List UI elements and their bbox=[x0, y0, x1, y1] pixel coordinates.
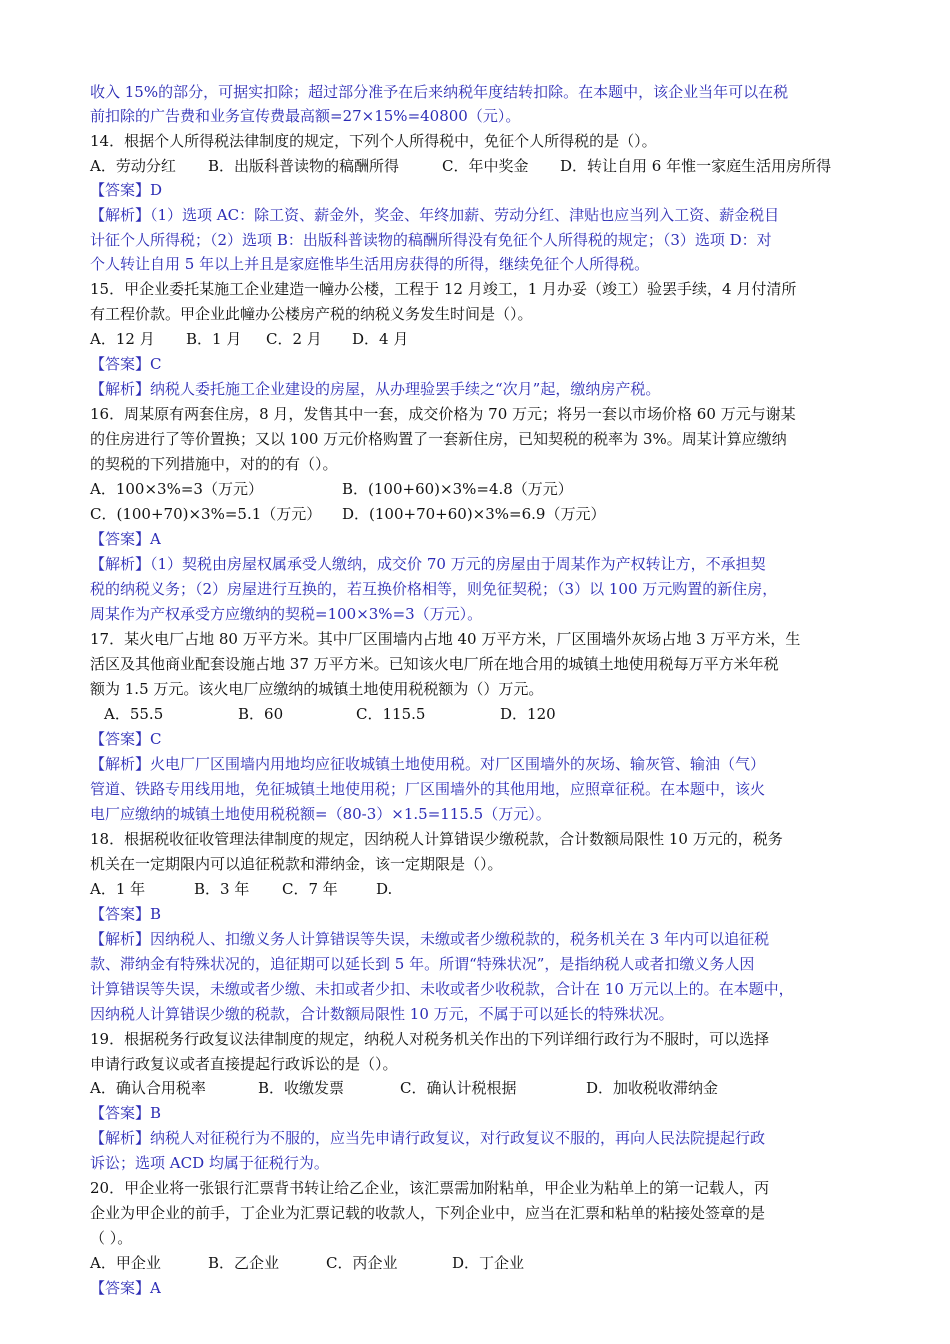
analysis-line: 收入 15%的部分，可据实扣除；超过部分准予在后来纳税年度结转扣除。在本题中，该企业当年可以在税 bbox=[90, 83, 789, 101]
option-d: D．丁企业 bbox=[452, 1254, 525, 1272]
answer-line: 【答案】A bbox=[90, 1279, 161, 1297]
question-stem: 企业为甲企业的前手，丁企业为汇票记载的收款人，下列企业中，应当在汇票和粘单的粘接处签章的是 bbox=[90, 1204, 766, 1222]
analysis-line: 计征个人所得税；（2）选项 B：出版科普读物的稿酬所得没有免征个人所得税的规定；（3）选项 D：对 bbox=[90, 231, 772, 249]
analysis-line: 税的纳税义务；（2）房屋进行互换的，若互换价格相等，则免征契税；（3）以 100 万元购置的新住房， bbox=[90, 580, 778, 598]
option-b: B．1 月 bbox=[186, 330, 242, 348]
option-d: D．(100+70+60)×3%=6.9（万元） bbox=[342, 505, 606, 523]
question-stem: 15．甲企业委托某施工企业建造一幢办公楼，工程于 12 月竣工，1 月办妥（竣工）验罢手续，4 月付清所 bbox=[90, 280, 797, 298]
option-a: A．100×3%=3（万元） bbox=[90, 480, 263, 498]
question-stem: 申请行政复议或者直接提起行政诉讼的是（）。 bbox=[90, 1055, 398, 1073]
option-c: C．(100+70)×3%=5.1（万元） bbox=[90, 505, 322, 523]
analysis-line: 个人转让自用 5 年以上并且是家庭惟毕生活用房获得的所得，继续免征个人所得税。 bbox=[90, 255, 650, 273]
question-stem: 额为 1.5 万元。该火电厂应缴纳的城镇土地使用税税额为（）万元。 bbox=[90, 680, 544, 698]
answer-line: 【答案】D bbox=[90, 181, 163, 199]
analysis-line: 电厂应缴纳的城镇土地使用税税额=（80-3）×1.5=115.5（万元）。 bbox=[90, 805, 551, 823]
question-stem: 活区及其他商业配套设施占地 37 万平方米。已知该火电厂所在地合用的城镇土地使用税每万平方米年税 bbox=[90, 655, 779, 673]
analysis-line: 因纳税人计算错误少缴的税款，合计数额局限性 10 万元，不属于可以延长的特殊状况。 bbox=[90, 1005, 674, 1023]
question-stem: 机关在一定期限内可以追征税款和滞纳金，该一定期限是（）。 bbox=[90, 855, 503, 873]
analysis-line: 款、滞纳金有特殊状况的，追征期可以延长到 5 年。所谓“特殊状况”，是指纳税人或者扣缴义务人因 bbox=[90, 955, 755, 973]
analysis-line: 【解析】（1）契税由房屋权属承受人缴纳，成交价 70 万元的房屋由于周某作为产权转让方，不承担契 bbox=[90, 555, 766, 573]
question-stem: （ ）。 bbox=[90, 1229, 133, 1247]
question-stem: 17．某火电厂占地 80 万平方米。其中厂区围墙内占地 40 万平方米，厂区围墙外灰场占地 3 万平方米，生 bbox=[90, 630, 801, 648]
question-stem: 18．根据税收征收管理法律制度的规定，因纳税人计算错误少缴税款，合计数额局限性 10 万元的，税务 bbox=[90, 830, 783, 848]
option-d: D．120 bbox=[500, 705, 556, 723]
option-d: D. bbox=[376, 880, 393, 898]
option-d: D．加收税收滞纳金 bbox=[586, 1079, 719, 1097]
question-stem: 19．根据税务行政复议法律制度的规定，纳税人对税务机关作出的下列详细行政行为不服时，可以选择 bbox=[90, 1030, 770, 1048]
analysis-line: 管道、铁路专用线用地，免征城镇土地使用税；厂区围墙外的其他用地，应照章征税。在本题中，该火 bbox=[90, 780, 766, 798]
option-c: C．年中奖金 bbox=[442, 157, 529, 175]
analysis-line: 【解析】因纳税人、扣缴义务人计算错误等失误，未缴或者少缴税款的，税务机关在 3 年内可以追征税 bbox=[90, 930, 770, 948]
option-b: B．收缴发票 bbox=[258, 1079, 345, 1097]
option-a: A．甲企业 bbox=[90, 1254, 161, 1272]
analysis-line: 计算错误等失误，未缴或者少缴、未扣或者少扣、未收或者少收税款，合计在 10 万元以上的。在本题中， bbox=[90, 980, 794, 998]
option-c: C．7 年 bbox=[282, 880, 338, 898]
answer-line: 【答案】C bbox=[90, 730, 162, 748]
option-d: D．转让自用 6 年惟一家庭生活用房所得 bbox=[560, 157, 832, 175]
question-stem: 20．甲企业将一张银行汇票背书转让给乙企业，该汇票需加附粘单，甲企业为粘单上的第一记载人，丙 bbox=[90, 1179, 770, 1197]
option-a: A．劳动分红 bbox=[90, 157, 176, 175]
option-a: A．55.5 bbox=[104, 705, 164, 723]
analysis-line: 周某作为产权承受方应缴纳的契税=100×3%=3（万元）。 bbox=[90, 605, 483, 623]
option-c: C．确认计税根据 bbox=[400, 1079, 517, 1097]
option-b: B．3 年 bbox=[194, 880, 250, 898]
analysis-line: 【解析】纳税人委托施工企业建设的房屋，从办理验罢手续之“次月”起，缴纳房产税。 bbox=[90, 380, 661, 398]
question-stem: 有工程价款。甲企业此幢办公楼房产税的纳税义务发生时间是（）。 bbox=[90, 305, 533, 323]
option-c: C．丙企业 bbox=[326, 1254, 398, 1272]
option-a: A．1 年 bbox=[90, 880, 146, 898]
option-a: A．12 月 bbox=[90, 330, 155, 348]
option-c: C．115.5 bbox=[356, 705, 426, 723]
option-a: A．确认合用税率 bbox=[90, 1079, 206, 1097]
analysis-line: 【解析】纳税人对征税行为不服的，应当先申请行政复议，对行政复议不服的，再向人民法院提起行政 bbox=[90, 1129, 766, 1147]
option-b: B．出版科普读物的稿酬所得 bbox=[208, 157, 400, 175]
answer-line: 【答案】B bbox=[90, 1104, 162, 1122]
option-b: B．(100+60)×3%=4.8（万元） bbox=[342, 480, 573, 498]
question-stem: 的住房进行了等价置换；又以 100 万元价格购置了一套新住房，已知契税的税率为 3%。周某计算应缴纳 bbox=[90, 430, 787, 448]
analysis-line: 【解析】火电厂厂区围墙内用地均应征收城镇土地使用税。对厂区围墙外的灰场、输灰管、输油（气） bbox=[90, 755, 766, 773]
question-stem: 的契税的下列措施中，对的的有（）。 bbox=[90, 455, 338, 473]
question-stem: 16．周某原有两套住房，8 月，发售其中一套，成交价格为 70 万元；将另一套以市场价格 60 万元与谢某 bbox=[90, 405, 796, 423]
question-stem: 14．根据个人所得税法律制度的规定，下列个人所得税中，免征个人所得税的是（）。 bbox=[90, 132, 657, 150]
analysis-line: 前扣除的广告费和业务宣传费最高额=27×15%=40800（元）。 bbox=[90, 107, 521, 125]
analysis-line: 诉讼；选项 ACD 均属于征税行为。 bbox=[90, 1154, 329, 1172]
option-b: B．乙企业 bbox=[208, 1254, 280, 1272]
option-d: D．4 月 bbox=[352, 330, 409, 348]
answer-line: 【答案】B bbox=[90, 905, 162, 923]
option-b: B．60 bbox=[238, 705, 284, 723]
answer-line: 【答案】A bbox=[90, 530, 161, 548]
option-c: C．2 月 bbox=[266, 330, 322, 348]
answer-line: 【答案】C bbox=[90, 355, 162, 373]
analysis-line: 【解析】（1）选项 AC：除工资、薪金外，奖金、年终加薪、劳动分红、津贴也应当列入工资、薪金税目 bbox=[90, 206, 780, 224]
